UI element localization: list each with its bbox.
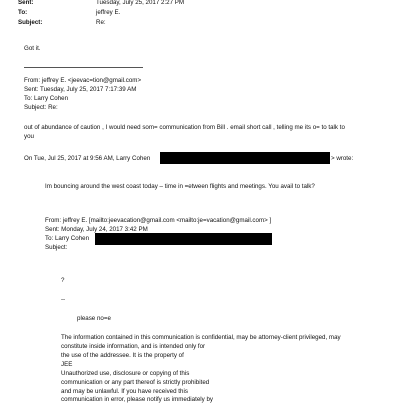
redaction-bar <box>160 152 330 164</box>
on-wrote-suffix: > wrote: <box>331 155 354 162</box>
signature-dashes: -- <box>61 296 66 303</box>
quoted3-from: From: jeffrey E. [mailto:jeevacation@gmail.com <mailto:je=vacation@gmail.com> ] <box>45 217 272 224</box>
quoted1-to: To: Larry Cohen <box>24 95 69 102</box>
quoted3-to: To: Larry Cohen <box>45 235 90 242</box>
quoted3-subject: Subject: <box>45 244 68 251</box>
header-sent-label: Sent: <box>18 0 34 6</box>
disclaimer-line: communication or any part thereof is strictly prohibited <box>61 379 210 386</box>
please-note: please no=e <box>77 315 111 322</box>
quoted1-subject: Subject: Re: <box>24 104 58 111</box>
quoted2-body: Im bouncing around the west coast today – time in =etween flights and meetings. You avail to talk? <box>45 183 315 190</box>
disclaimer-line: and may be unlawful. If you have received this <box>61 388 188 395</box>
quoted1-sent: Sent: Tuesday, July 25, 2017 7:17:39 AM <box>24 86 137 93</box>
question-mark: ? <box>61 277 65 284</box>
disclaimer-line: JEE <box>61 361 73 368</box>
disclaimer-line: Unauthorized use, disclosure or copying of this <box>61 370 190 377</box>
header-subject-value: Re: <box>96 19 106 26</box>
on-wrote-prefix: On Tue, Jul 25, 2017 at 9:56 AM, Larry Cohen <box>24 155 151 162</box>
disclaimer-line: the use of the addressee. It is the property of <box>61 352 184 359</box>
header-to-label: To: <box>18 9 28 16</box>
header-to-value: jeffrey E. <box>96 9 121 16</box>
redaction-bar <box>95 233 272 245</box>
disclaimer-line: constitute inside information, and is intended only for <box>61 343 206 350</box>
header-sent-value: Tuesday, July 25, 2017 2:27 PM <box>96 0 185 6</box>
quoted3-sent: Sent: Monday, July 24, 2017 3:42 PM <box>45 226 148 233</box>
quoted1-body-line1: out of abundance of caution , I would need som= communication from Bill . email short call , telling me its o= to talk to <box>24 124 345 131</box>
disclaimer-line: communication in error, please notify us immediately by <box>61 396 214 403</box>
disclaimer-line: The information contained in this communication is confidential, may be attorney-client privileged, may <box>61 334 341 341</box>
header-subject-label: Subject: <box>18 19 43 26</box>
separator-rule <box>24 67 143 68</box>
quoted1-body-line2: you <box>24 133 34 140</box>
reply-body: Got it. <box>24 45 41 52</box>
quoted1-from: From: jeffrey E. <jeevac=tion@gmail.com> <box>24 77 142 84</box>
